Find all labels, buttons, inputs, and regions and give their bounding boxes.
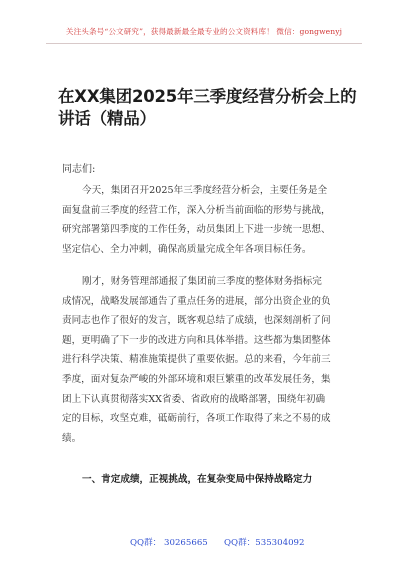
- paragraph-line: 题，更明确了下一步的改进方向和具体举措。这些都为集团整体: [62, 334, 331, 346]
- header-promo-note: 关注头条号“公文研究”，获得最新最全最专业的公文资料库！ 微信：gongwenyj: [65, 27, 343, 36]
- footer-qq-group-right: QQ群：535304092: [224, 538, 305, 548]
- paragraph-line: 坚定信心、全力冲刺，确保高质量完成全年各项目标任务。: [62, 243, 312, 255]
- paragraph-line: 定的目标，攻坚克难，砥砺前行，各项工作取得了来之不易的成: [62, 413, 331, 425]
- paragraph-line: 进行科学决策、精准施策提供了重要依据。总的来看，今年前三: [62, 354, 331, 366]
- paragraph-line: 研究部署第四季度的工作任务，动员集团上下进一步统一思想、: [62, 224, 331, 236]
- paragraph-line: 责同志也作了很好的发言，既客观总结了成绩，也深刻剖析了问: [62, 315, 331, 327]
- document-title: [58, 86, 358, 130]
- paragraph-line: 季度，面对复杂严峻的外部环境和艰巨繁重的改革发展任务，集: [62, 373, 331, 385]
- document-title-line-2: 讲话（精品）: [58, 109, 156, 128]
- footer-qq-group-left: QQ群： 30265665: [130, 538, 208, 548]
- salutation: 同志们:: [62, 164, 96, 175]
- paragraph-line: 团上下认真贯彻落实XX省委、省政府的战略部署，围绕年初确: [62, 393, 326, 405]
- document-title-line-1: 在XX集团2025年三季度经营分析会上的: [58, 87, 357, 106]
- paragraph-line: 刚才，财务管理部通报了集团前三季度的整体财务指标完: [82, 276, 322, 287]
- paragraph-line: 成情况，战略发展部通告了重点任务的进展，部分出资企业的负: [62, 295, 331, 307]
- paragraph-line: 绩。: [62, 432, 82, 444]
- paragraph-line: 今天，集团召开2025年三季度经营分析会，主要任务是全: [82, 185, 328, 196]
- header-divider: [46, 43, 362, 44]
- paragraph-opening: [62, 181, 354, 259]
- paragraph-line: 面复盘前三季度的经营工作，深入分析当前面临的形势与挑战，: [62, 204, 331, 216]
- section-heading-1: 一、肯定成绩，正视挑战，在复杂变局中保持战略定力: [82, 474, 313, 485]
- paragraph-review: [62, 272, 354, 448]
